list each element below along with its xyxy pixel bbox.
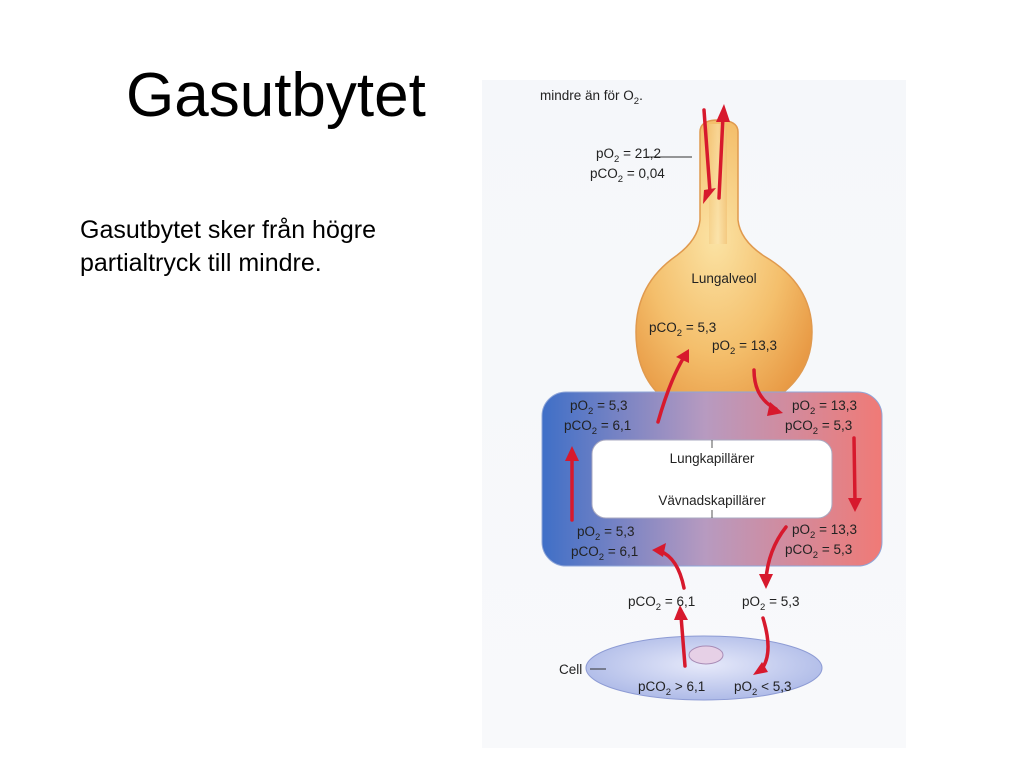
tissue-capillaries-label: Vävnadskapillärer (658, 493, 766, 508)
lung-right-co2-value: pCO$_2$ = 5,3 (785, 418, 853, 437)
cell-co2-value: pCO$_2$ > 6,1 (638, 679, 706, 698)
fluid-o2-value: $pO_2 = 5,3$ (742, 594, 800, 613)
alveolus-co2-value: pCO$_2$ = 5,3 (649, 320, 717, 339)
lung-capillaries-label: Lungkapillärer (669, 451, 755, 466)
alveolus-o2-value: $pO_2 = 13,3$ (712, 338, 777, 357)
tissue-left-o2-value: $pO_2 = 5,3$ (577, 524, 635, 543)
lung-left-o2-value: $pO_2 = 5,3$ (570, 398, 628, 417)
lung-right-o2-value: $pO_2 = 13,3$ (792, 398, 857, 417)
tissue-right-co2-value: pCO$_2$ = 5,3 (785, 542, 853, 561)
tissue-right-o2-value: $pO_2 = 13,3$ (792, 522, 857, 541)
tissue-left-co2-value: pCO$_2$ = 6,1 (571, 544, 639, 563)
right-loop-arrow (854, 438, 855, 502)
cell-nucleus (689, 646, 723, 664)
air-co2-value: pCO$_2$ = 0,04 (590, 166, 665, 185)
cell-label: Cell (559, 662, 583, 677)
air-o2-value: $pO_2 = 21,2$ (596, 146, 661, 165)
top-cut-text: mindre än för $O_2$. (540, 88, 643, 107)
alveolus-label: Lungalveol (691, 271, 757, 286)
cell-o2-value: $pO_2 < 5,3$ (734, 679, 792, 698)
lung-left-co2-value: pCO$_2$ = 6,1 (564, 418, 632, 437)
slide-body-text: Gasutbytet sker från högre partialtryck till mindre. (80, 216, 376, 277)
fluid-co2-value: pCO$_2$ = 6,1 (628, 594, 696, 613)
slide-title: Gasutbytet (126, 61, 426, 130)
gas-exchange-diagram (482, 80, 906, 748)
